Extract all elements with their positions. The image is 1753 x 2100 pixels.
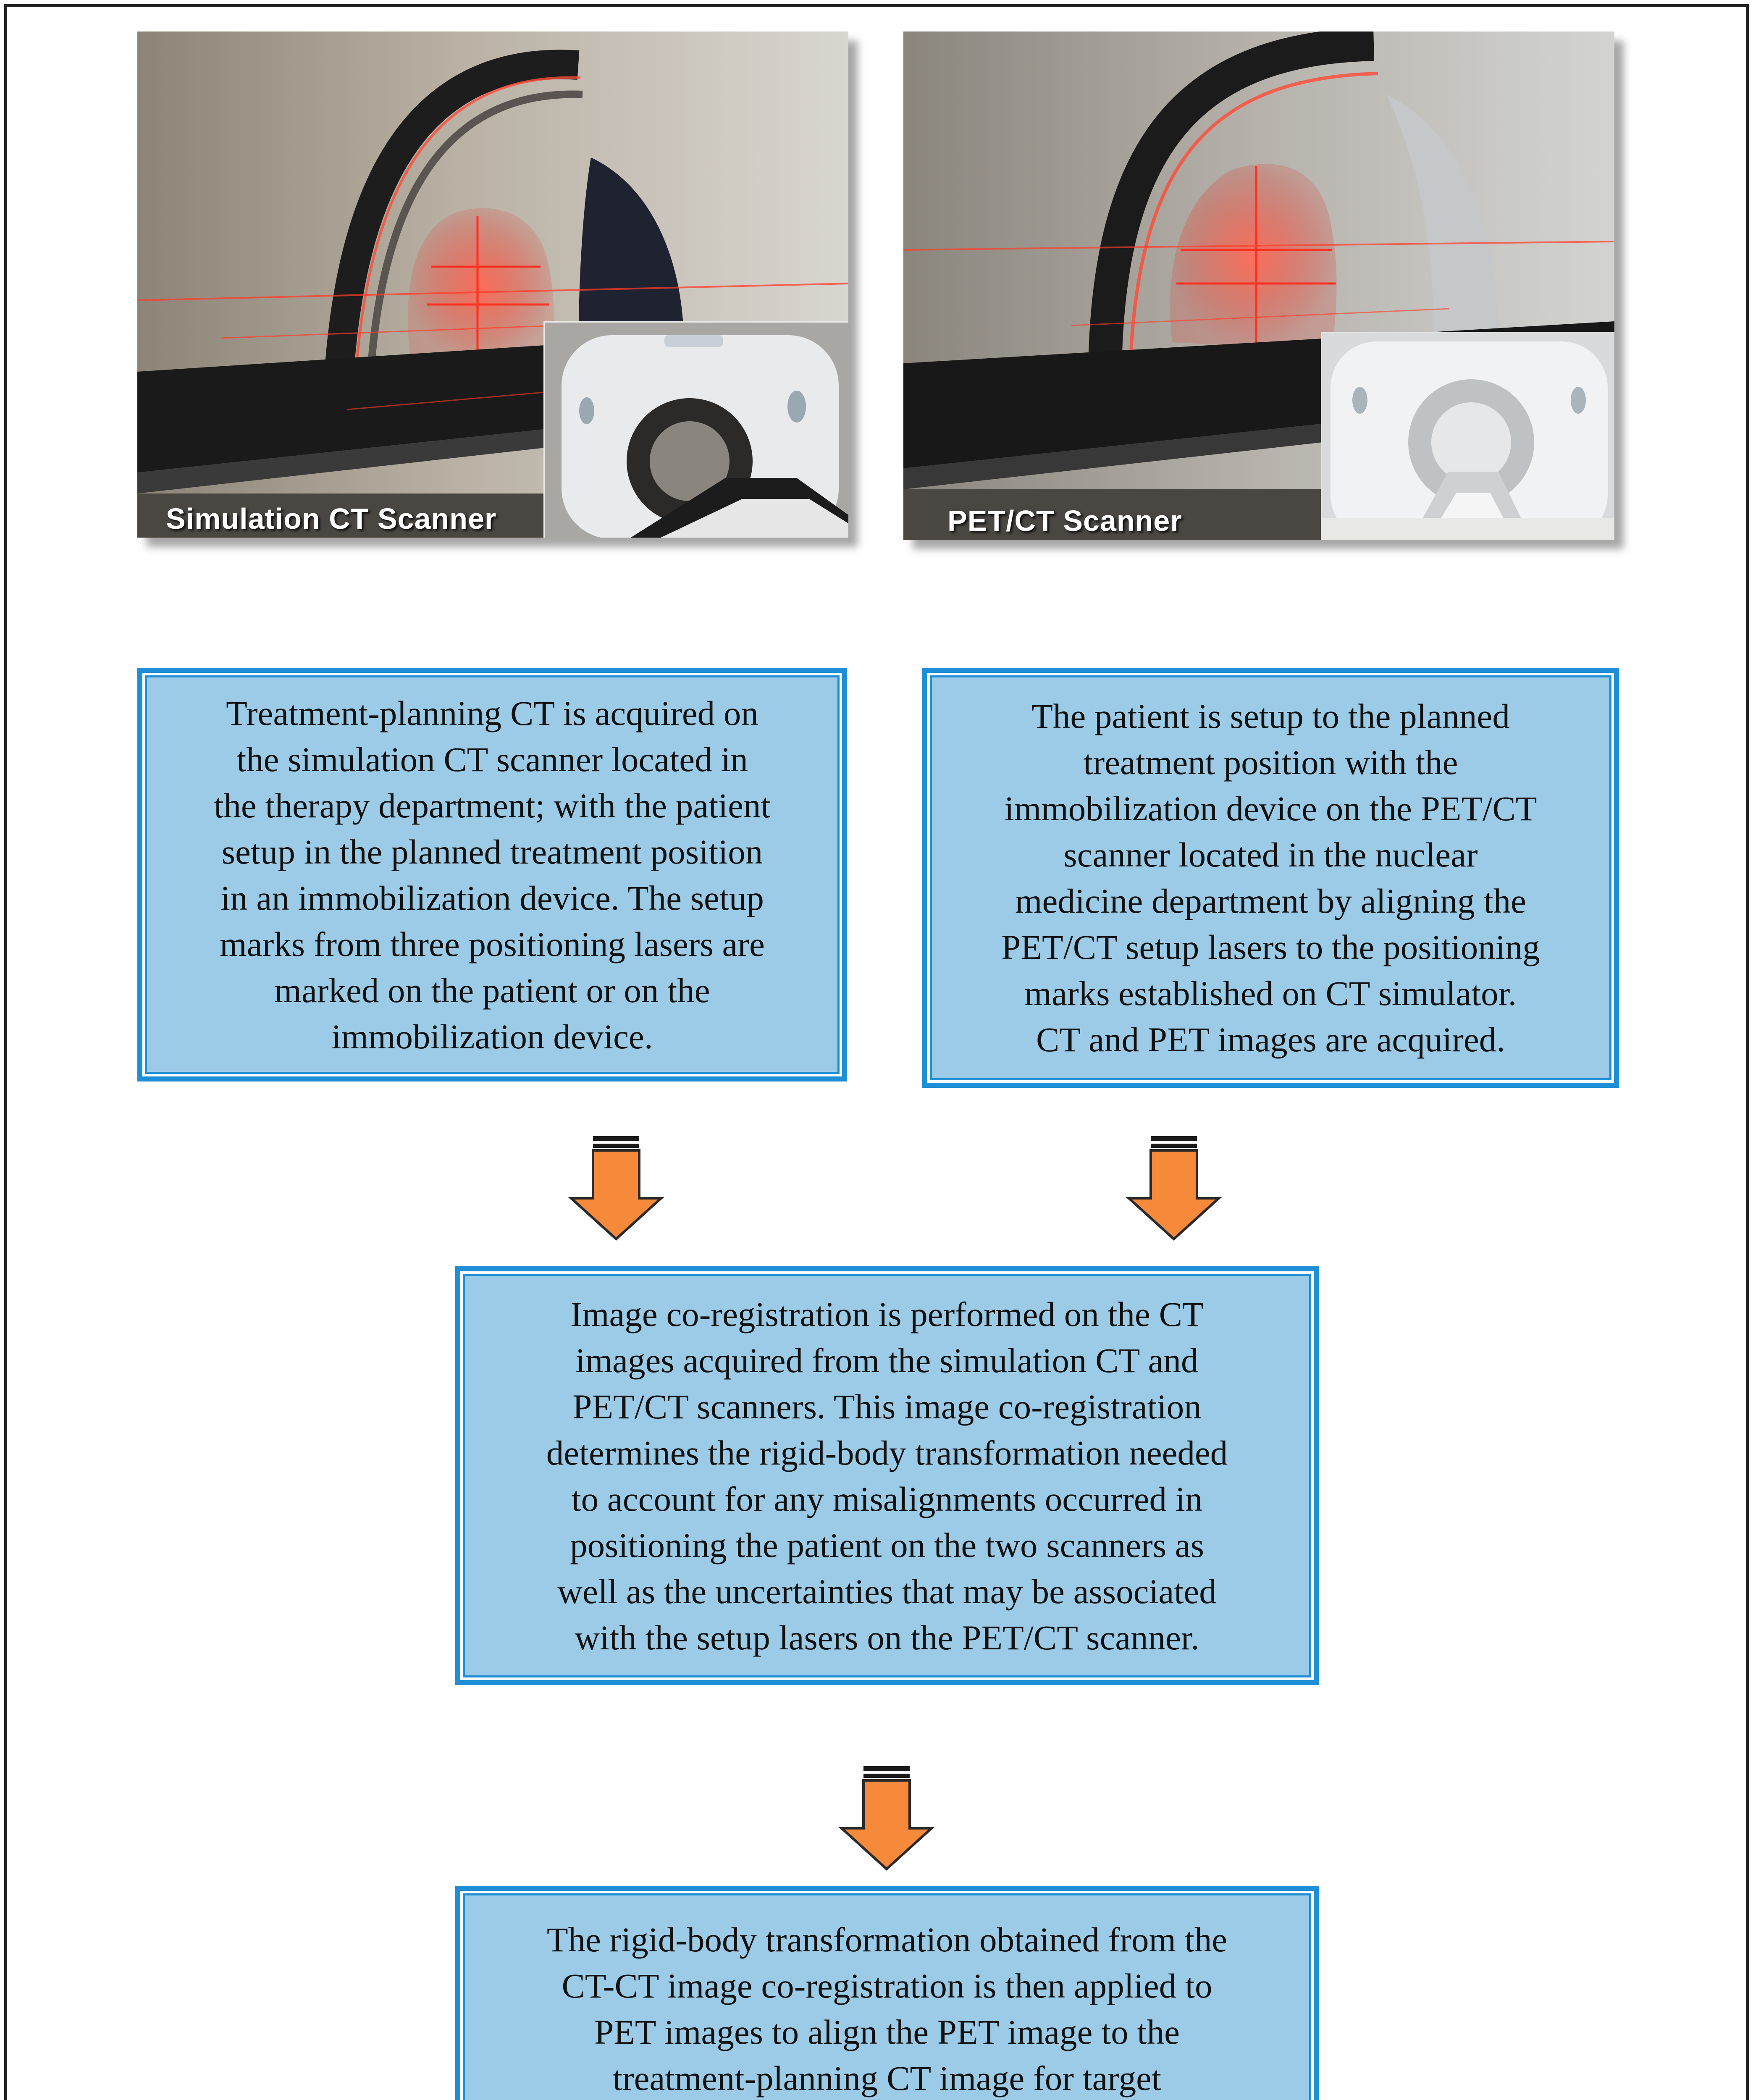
step-pet-ct-box [922,668,1619,1088]
step-apply-transform-text: The rigid-body transformation obtained from the CT-CT image co-registration is then applied to PET images to align the PET image to the treatment-planning CT image for target [546,1920,1228,2097]
step-coregistration-box [455,1266,1319,1685]
ct-scanner-gantry-image [545,323,848,538]
step-apply-transform-box [455,1886,1319,2100]
step-pet-ct-text: The patient is setup to the planned treatment position with the immobilization device on the PET/CT scanner located in the nuclear medicine department by aligning the PET/CT setup lasers to the positioning marks established on CT simulator. CT and PET images are acquired. [1001,697,1540,1059]
down-arrow-icon [1126,1136,1222,1241]
pet-ct-photo [903,32,1614,540]
simulation-ct-photo [137,32,848,538]
down-arrow-icon [838,1766,935,1871]
step-simulation-ct-text: Treatment-planning CT is acquired on the simulation CT scanner located in the therapy department; with the patient setup in the planned treatment position in an immobilization device. The setup marks from three positioning lasers are marked on the patient or on the immobilization device. [214,693,771,1056]
simulation-ct-inset-photo [543,321,848,538]
step-simulation-ct-box [137,668,847,1082]
simulation-ct-caption: Simulation CT Scanner [166,502,497,535]
pet-ct-caption: PET/CT Scanner [947,504,1182,537]
pet-ct-inset-photo [1321,332,1614,540]
step-coregistration-text: Image co-registration is performed on the CT images acquired from the simulation CT and PET/CT scanners. This image co-registration determines the rigid-body transformation needed to account for any misalignments occurred in positioning the patient on the two scanners as well as the uncertainties that may be associated with the setup lasers on the PET/CT scanner. [546,1294,1228,1657]
pet-ct-gantry-image [1322,333,1614,540]
down-arrow-icon [568,1136,664,1241]
